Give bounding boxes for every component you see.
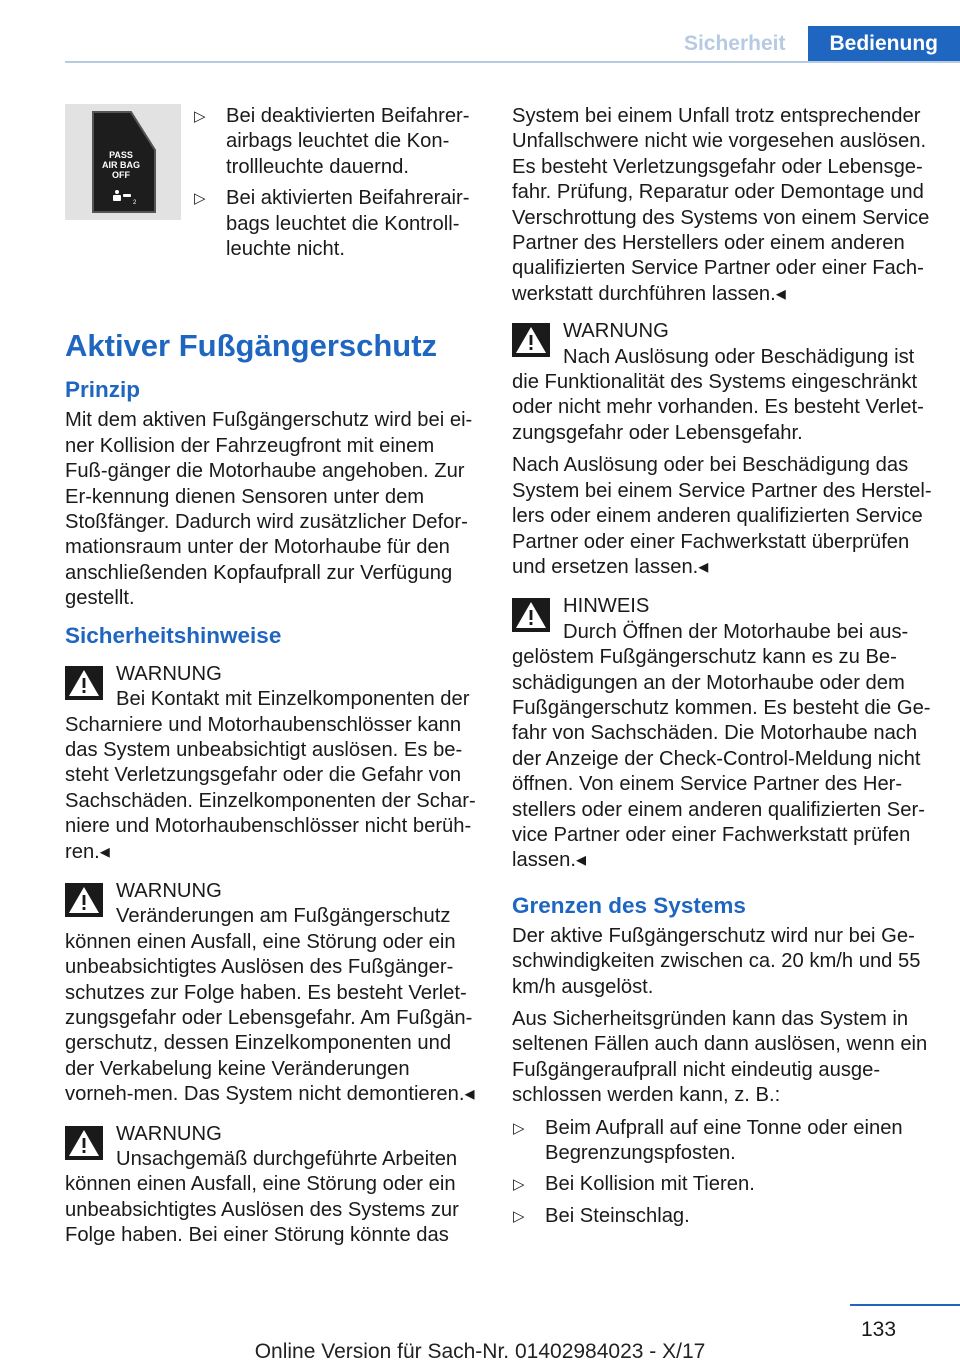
principle-text: Mit dem aktiven Fußgängerschutz wird bei ei-ner Kollision der Fahrzeugfront mit einem Fuß-gänger die Motorhaube angehoben. Zur Er-kennung dienen Sensoren unter dem Stoßfänger. Dadurch wird zusätzlicher Defor-mationsraum unter der Motorhaube für den anschließenden Kopfaufprall zur Verfügung gestellt. — [65, 408, 477, 611]
tab-safety[interactable]: Sicherheit — [662, 26, 808, 62]
footer-rule — [850, 1304, 960, 1306]
notice-text: gelöstem Fußgängerschutz kann es zu Be-schädigungen an der Motorhaube oder dem Fußgängerschutz kommen. Es besteht die Ge-fahr von Sachschäden. Die Motorhaube nach der Anzeige der Check-Control-Meldung nicht öffnen. Von einem Service Partner des Her-stellers oder einem anderen qualifizierten Ser-vice Partner oder einer Fachwerkstatt prüfen lassen.◂ — [512, 645, 932, 874]
section-title: Aktiver Fußgängerschutz — [65, 326, 477, 366]
safety-notes-heading: Sicherheitshinweise — [65, 622, 477, 650]
page-number: 133 — [861, 1318, 896, 1342]
notice-triangle-icon — [512, 598, 550, 632]
airbag-button-text-pass: PASS — [109, 150, 133, 160]
left-column — [65, 104, 477, 1263]
triangle-bullet-icon: ▷ — [513, 1116, 525, 1141]
warning-block — [512, 319, 932, 580]
airbag-bullet-list — [193, 104, 477, 268]
warning-text-2: Nach Auslösung oder bei Beschädigung das System bei einem Service Partner des Herstel-lers oder einem anderen qualifizierten Service Partner oder einer Fachwerkstatt überprüfen und ersetzen lassen.◂ — [512, 453, 932, 580]
list-item: ▷ Bei Steinschlag. — [512, 1204, 932, 1229]
limits-text-1: Der aktive Fußgängerschutz wird nur bei Ge-schwindigkeiten zwischen ca. 20 km/h und 55 km/h ausgelöst. — [512, 924, 932, 1000]
list-item: ▷ Beim Aufprall auf eine Tonne oder einen Begrenzungspfosten. — [512, 1116, 932, 1167]
airbag-button-text-airbag: AIR BAG — [102, 160, 140, 170]
warning-block — [65, 1122, 477, 1249]
tab-operation[interactable]: Bedienung — [808, 26, 960, 62]
warning-continued-text: System bei einem Unfall trotz entsprechender Unfallschwere nicht wie vorgesehen auslösen. Es besteht Verletzungsgefahr oder Lebensge-fahr. Prüfung, Reparatur oder Demontage und Verschrottung des Systems von einem Service Partner des Herstellers oder einem anderen qualifizierten Service Partner oder einer Fach-werkstatt durchführen lassen.◂ — [512, 104, 932, 307]
warning-triangle-icon — [512, 323, 550, 357]
airbag-button-text-off: OFF — [112, 170, 130, 180]
limits-heading: Grenzen des Systems — [512, 892, 932, 920]
warning-title: WARNUNG — [65, 662, 477, 687]
limits-bullet-list — [512, 1116, 932, 1230]
warning-first-line: Unsachgemäß durchgeführte Arbeiten — [65, 1147, 477, 1172]
list-item: ▷ Bei aktivierten Beifahrerair-bags leuchtet die Kontroll-leuchte nicht. — [193, 186, 477, 262]
airbag-indicator-block — [65, 104, 477, 268]
warning-text: die Funktionalität des Systems eingeschränkt oder nicht mehr vorhanden. Es besteht Verlet-zungsgefahr oder Lebensgefahr. — [512, 370, 932, 446]
warning-title: WARNUNG — [512, 319, 932, 344]
svg-text:2: 2 — [133, 200, 137, 206]
notice-title: HINWEIS — [512, 594, 932, 619]
chapter-tabs — [662, 26, 960, 62]
warning-title: WARNUNG — [65, 879, 477, 904]
warning-first-line: Bei Kontakt mit Einzelkomponenten der — [65, 687, 477, 712]
triangle-bullet-icon: ▷ — [513, 1172, 525, 1197]
warning-text: Scharniere und Motorhaubenschlösser kann das System unbeabsichtigt auslösen. Es be-steht Verletzungsgefahr oder die Gefahr von Sachschäden. Einzelkomponenten der Schar-niere und Motorhaubenschlösser nicht berüh-ren.◂ — [65, 713, 477, 865]
notice-first-line: Durch Öffnen der Motorhaube bei aus- — [512, 620, 932, 645]
triangle-bullet-icon: ▷ — [513, 1204, 525, 1229]
warning-text: können einen Ausfall, eine Störung oder ein unbeabsichtigtes Auslösen des Fußgänger-schutzes zur Folge haben. Es besteht Verlet-zungsgefahr oder Lebensgefahr. Am Fußgän-gerschutz, dessen Einzelkomponenten und der Verkabelung keine Veränderungen vorneh-men. Das System nicht demontieren.◂ — [65, 930, 477, 1108]
warning-first-line: Nach Auslösung oder Beschädigung ist — [512, 345, 932, 370]
principle-heading: Prinzip — [65, 376, 477, 404]
triangle-bullet-icon: ▷ — [194, 104, 206, 129]
passenger-airbag-off-light-image — [65, 104, 181, 220]
warning-block — [65, 879, 477, 1108]
warning-triangle-icon — [65, 1126, 103, 1160]
online-version-note: Online Version für Sach-Nr. 01402984023 - X/17 — [0, 1340, 960, 1364]
notice-block — [512, 594, 932, 873]
warning-title: WARNUNG — [65, 1122, 477, 1147]
triangle-bullet-icon: ▷ — [194, 186, 206, 211]
right-column — [512, 104, 932, 1235]
header-rule — [65, 61, 960, 63]
list-item: ▷ Bei Kollision mit Tieren. — [512, 1172, 932, 1197]
warning-triangle-icon — [65, 883, 103, 917]
warning-triangle-icon — [65, 666, 103, 700]
warning-text: können einen Ausfall, eine Störung oder ein unbeabsichtigtes Auslösen des Systems zur Folge haben. Bei einer Störung könnte das — [65, 1172, 477, 1248]
warning-block — [65, 662, 477, 865]
list-item: ▷ Bei deaktivierten Beifahrer-airbags leuchtet die Kon-trollleuchte dauernd. — [193, 104, 477, 180]
limits-text-2: Aus Sicherheitsgründen kann das System in seltenen Fällen auch dann auslösen, wenn ein Fußgängeraufprall nicht eindeutig ausge-schlossen werden kann, z. B.: — [512, 1007, 932, 1109]
warning-first-line: Veränderungen am Fußgängerschutz — [65, 904, 477, 929]
